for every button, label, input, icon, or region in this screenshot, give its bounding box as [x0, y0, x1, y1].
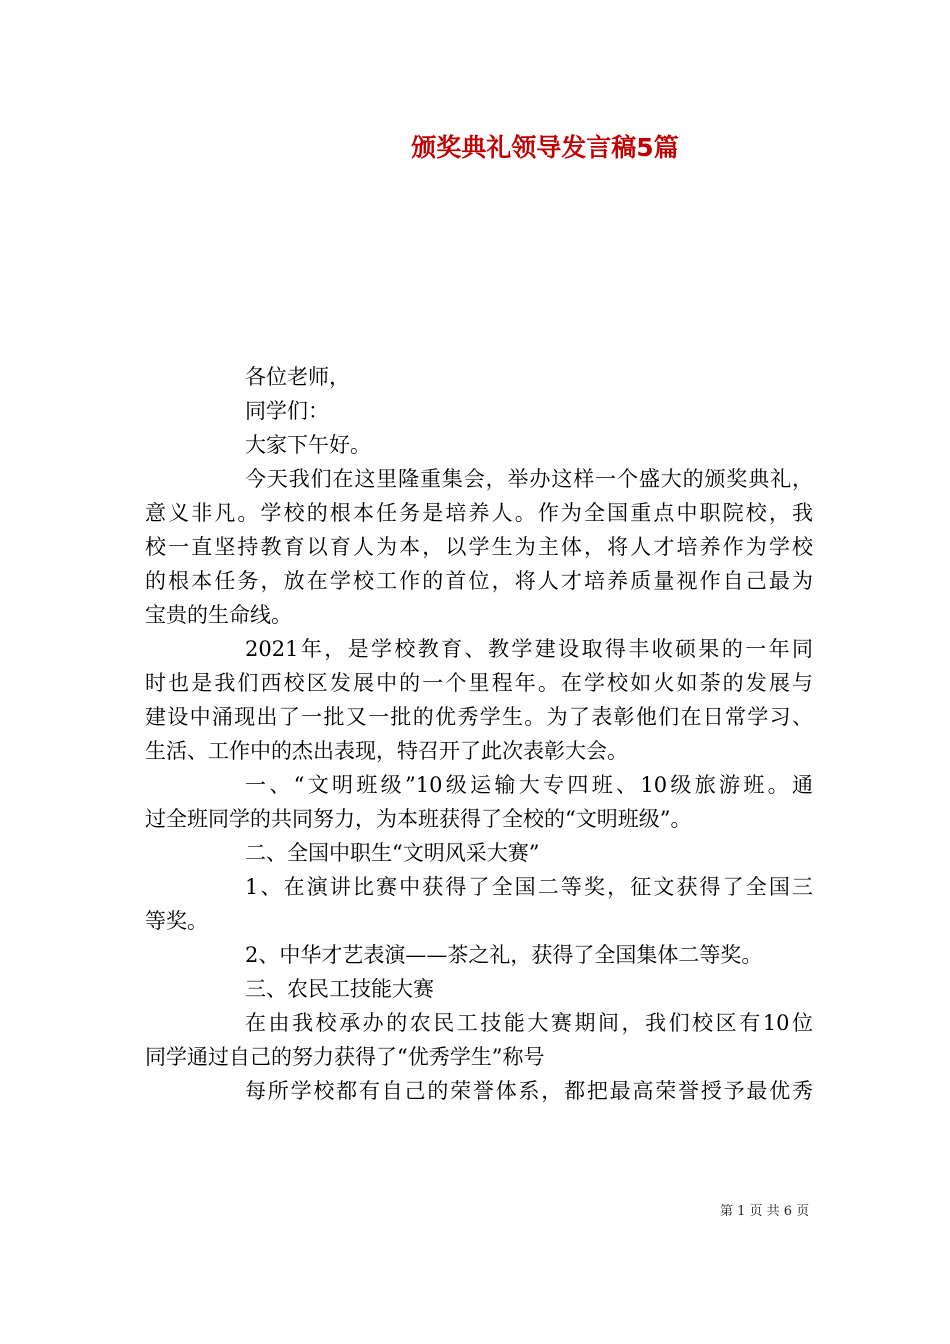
paragraph-line: 今天我们在这里隆重集会，举办这样一个盛大的颁奖典礼，	[245, 467, 813, 491]
paragraph-line: 宝贵的生命线。	[145, 603, 292, 627]
paragraph-line: 大家下午好。	[245, 433, 371, 457]
document-title: 颁奖典礼领导发言稿5篇	[411, 133, 679, 162]
paragraph-line: 建设中涌现出了一批又一批的优秀学生。为了表彰他们在日常学习、	[145, 705, 813, 729]
paragraph-line: 过全班同学的共同努力，为本班获得了全校的“文明班级”。	[145, 807, 692, 831]
paragraph-line: 等奖。	[145, 909, 208, 933]
paragraph-line: 2、中华才艺表演——茶之礼，获得了全国集体二等奖。	[245, 943, 763, 967]
paragraph-line: 每所学校都有自己的荣誉体系，都把最高荣誉授予最优秀	[245, 1079, 813, 1103]
paragraph-line: 1、在演讲比赛中获得了全国二等奖，征文获得了全国三	[245, 875, 813, 899]
paragraph-line: 生活、工作中的杰出表现，特召开了此次表彰大会。	[145, 739, 628, 763]
paragraph-line: 同学通过自己的努力获得了“优秀学生”称号	[145, 1045, 545, 1069]
paragraph-line: 校一直坚持教育以育人为本，以学生为主体，将人才培养作为学校	[145, 535, 813, 559]
paragraph-line: 时也是我们西校区发展中的一个里程年。在学校如火如荼的发展与	[145, 671, 813, 695]
paragraph-line: 三、农民工技能大赛	[245, 977, 434, 1001]
paragraph-line: 2021年，是学校教育、教学建设取得丰收硕果的一年同	[245, 637, 813, 661]
page-number: 第 1 页 共 6 页	[720, 1204, 810, 1219]
paragraph-line: 的根本任务，放在学校工作的首位，将人才培养质量视作自己最为	[145, 569, 813, 593]
paragraph-line: 在由我校承办的农民工技能大赛期间，我们校区有10位	[245, 1011, 813, 1035]
paragraph-line: 意义非凡。学校的根本任务是培养人。作为全国重点中职院校，我	[145, 501, 813, 525]
paragraph-line: 各位老师，	[245, 365, 350, 389]
paragraph-line: 同学们：	[245, 399, 329, 423]
document-body	[145, 360, 813, 1108]
paragraph-line: 二、全国中职生“文明风采大赛”	[245, 841, 540, 865]
paragraph-line: 一、“文明班级”10级运输大专四班、10级旅游班。通	[245, 773, 813, 797]
